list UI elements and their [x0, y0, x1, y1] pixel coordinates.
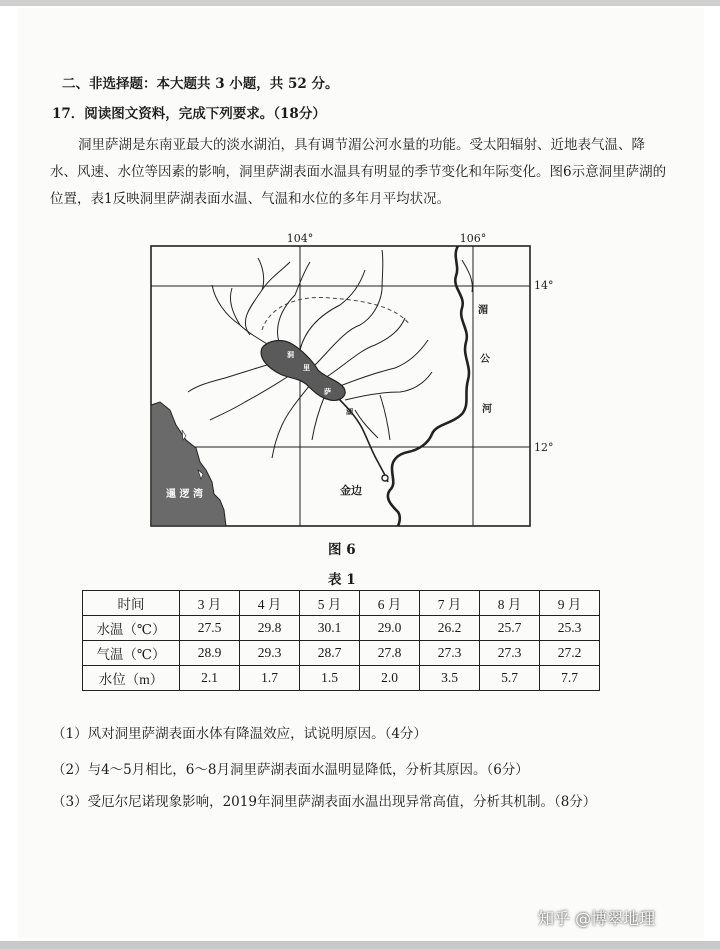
table-cell: 1.7 — [240, 666, 300, 691]
table-cell: 1.5 — [300, 666, 360, 691]
header-cell: 6 月 — [360, 591, 420, 616]
table-row — [83, 616, 600, 641]
data-table — [82, 590, 600, 691]
header-cell: 9 月 — [540, 591, 600, 616]
sub-question-3: （3）受厄尔尼诺现象影响，2019年洞里萨湖表面水温出现异常高值，分析其机制。（8分） — [52, 794, 597, 810]
basin-boundary — [262, 297, 410, 330]
river-label-1: 湄 — [478, 305, 488, 316]
lake-label-4: 湖 — [346, 407, 353, 416]
watermark: 知乎 @博翠地理 — [538, 909, 656, 928]
lake-label-2: 里 — [303, 363, 310, 372]
gulf-label: 暹 逻 湾 — [166, 489, 203, 500]
table-cell: 28.7 — [300, 641, 360, 666]
table-cell: 29.8 — [240, 616, 300, 641]
lat-label-12: 12° — [534, 441, 554, 454]
table-row — [83, 641, 600, 666]
question-title: 17．阅读图文资料，完成下列要求。（18分） — [52, 106, 326, 122]
header-cell: 4 月 — [240, 591, 300, 616]
table-cell: 26.2 — [420, 616, 480, 641]
row-label: 水温（℃） — [83, 616, 180, 641]
table-cell: 5.7 — [480, 666, 540, 691]
table-cell: 25.3 — [540, 616, 600, 641]
lake-label-3: 萨 — [324, 387, 331, 396]
table-cell: 27.5 — [180, 616, 240, 641]
mekong-river — [388, 246, 469, 526]
river-label-3: 河 — [482, 404, 492, 415]
table-cell: 29.3 — [240, 641, 300, 666]
header-cell: 5 月 — [300, 591, 360, 616]
table-cell: 30.1 — [300, 616, 360, 641]
header-cell: 3 月 — [180, 591, 240, 616]
table-cell: 27.3 — [420, 641, 480, 666]
header-cell: 8 月 — [480, 591, 540, 616]
sub-question-2: （2）与4～5月相比，6～8月洞里萨湖表面水温明显降低，分析其原因。（6分） — [52, 762, 529, 778]
table-row — [83, 666, 600, 691]
city-label: 金边 — [340, 484, 362, 497]
lon-label-106: 106° — [459, 232, 487, 245]
table-cell: 29.0 — [360, 616, 420, 641]
question-paragraph-text: 洞里萨湖是东南亚最大的淡水湖泊，具有调节湄公河水量的功能。受太阳辐射、近地表气温、降水、风速、水位等因素的影响，洞里萨湖表面水温具有明显的季节变化和年际变化。图6示意洞里萨湖的位置，表1反映洞里萨湖表面水温、气温和水位的多年月平均状况。 — [50, 137, 667, 207]
lake-label-1: 洞 — [287, 350, 294, 359]
river-label-2: 公 — [480, 354, 490, 365]
table-cell: 27.8 — [360, 641, 420, 666]
table-cell: 28.9 — [180, 641, 240, 666]
table-cell: 2.0 — [360, 666, 420, 691]
table-cell: 27.3 — [480, 641, 540, 666]
lat-label-14: 14° — [534, 279, 554, 292]
tributaries — [188, 250, 432, 458]
row-label: 气温（℃） — [83, 641, 180, 666]
table-cell: 25.7 — [480, 616, 540, 641]
sub-question-1: （1）风对洞里萨湖表面水体有降温效应，试说明原因。（4分） — [52, 726, 427, 742]
header-cell: 时间 — [83, 591, 180, 616]
header-cell: 7 月 — [420, 591, 480, 616]
bottom-edge — [0, 941, 720, 949]
table-header-row — [83, 591, 600, 616]
table-cell: 2.1 — [180, 666, 240, 691]
row-label: 水位（m） — [83, 666, 180, 691]
map-caption: 图 6 — [328, 542, 356, 558]
lon-label-104: 104° — [286, 232, 314, 245]
table-cell: 7.7 — [540, 666, 600, 691]
table-cell: 3.5 — [420, 666, 480, 691]
table-cell: 27.2 — [540, 641, 600, 666]
section-heading: 二、非选择题：本大题共 3 小题，共 52 分。 — [62, 76, 339, 92]
city-marker — [382, 475, 388, 481]
gulf-area — [151, 402, 226, 526]
table-caption: 表 1 — [328, 572, 356, 588]
